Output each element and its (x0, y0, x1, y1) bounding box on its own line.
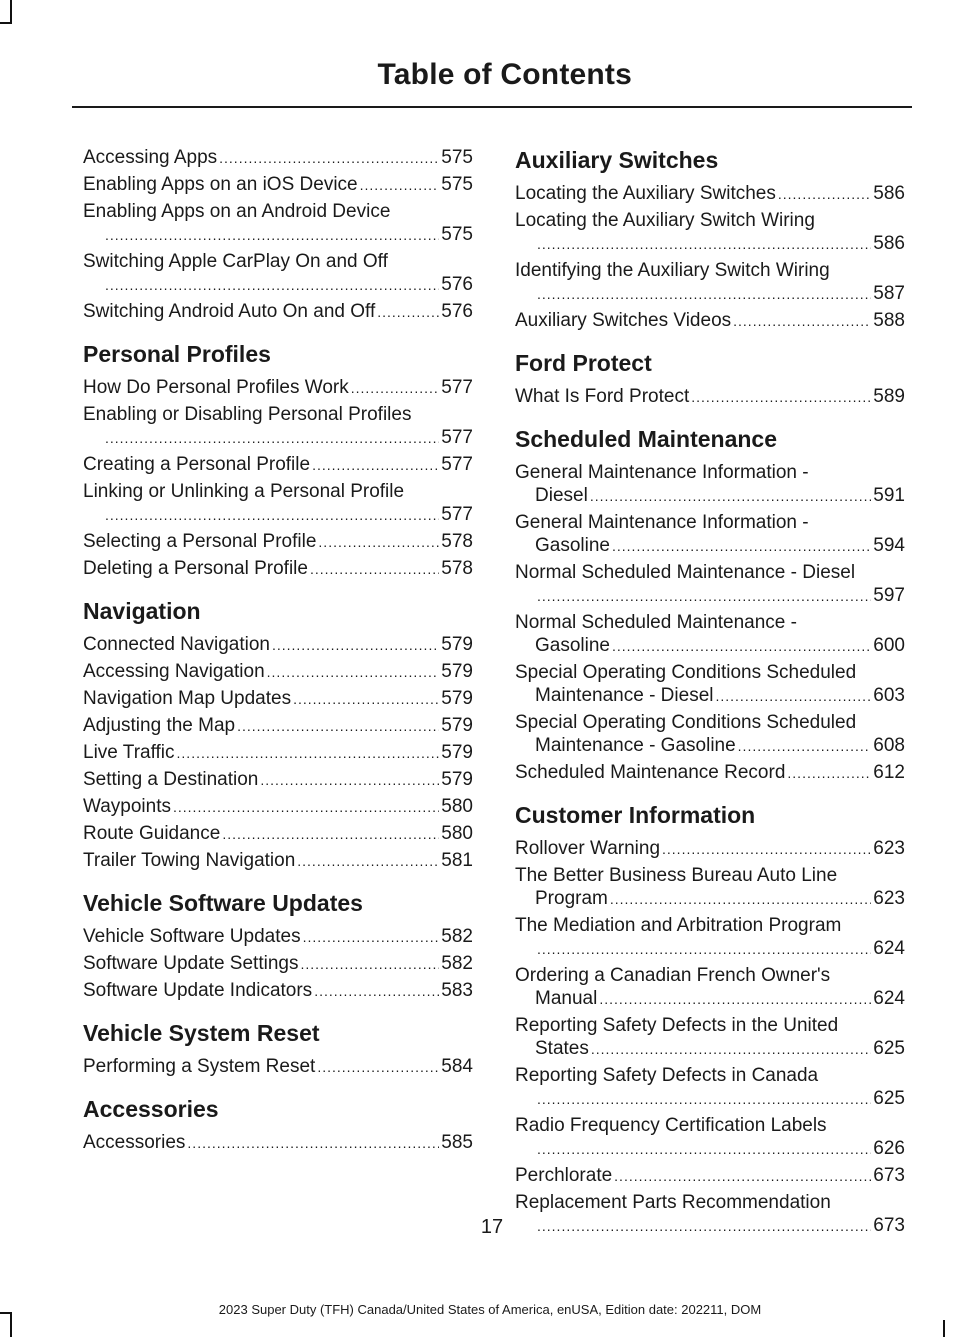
toc-entry-page: 612 (873, 762, 905, 783)
toc-entry-page: 577 (441, 427, 473, 448)
toc-entry-page: 587 (873, 283, 905, 304)
toc-entry-title: Connected Navigation (83, 634, 270, 655)
leader-dots (219, 147, 439, 170)
toc-entry-page: 626 (873, 1138, 905, 1159)
leader-dots (610, 888, 871, 911)
toc-entry[interactable] (515, 259, 905, 306)
section-heading: Scheduled Maintenance (515, 426, 778, 452)
toc-entry-page: 577 (441, 504, 473, 525)
toc-section (83, 597, 473, 873)
toc-entry-page: 575 (441, 174, 473, 195)
toc-entry-title: Normal Scheduled Maintenance - Diesel (515, 562, 856, 583)
toc-section (83, 146, 473, 324)
toc-entry[interactable] (515, 182, 905, 206)
toc-entry-page: 579 (441, 769, 473, 790)
leader-dots (738, 735, 872, 758)
toc-entry-title: Locating the Auxiliary Switches (515, 183, 776, 204)
leader-dots (293, 688, 439, 711)
toc-entry-title: Software Update Settings (83, 953, 299, 974)
toc-section (83, 1095, 473, 1155)
toc-entry[interactable] (515, 761, 905, 785)
toc-entry[interactable] (83, 979, 473, 1003)
toc-entry-title: Diesel (535, 485, 588, 506)
toc-entry-page: 580 (441, 796, 473, 817)
toc-entry-page: 623 (873, 838, 905, 859)
toc-entry-page: 578 (441, 558, 473, 579)
toc-section (515, 801, 905, 1238)
toc-entry-page: 623 (873, 888, 905, 909)
toc-entry-title: Creating a Personal Profile (83, 454, 311, 475)
toc-entry-title: Switching Apple CarPlay On and Off (83, 251, 388, 272)
section-heading: Accessories (83, 1096, 219, 1122)
toc-entry-page: 586 (873, 233, 905, 254)
toc-entry-title: Rollover Warning (515, 838, 661, 859)
toc-entry-title: The Better Business Bureau Auto Line (515, 865, 838, 886)
leader-dots (187, 1132, 439, 1155)
toc-entry-title: Accessories (83, 1132, 186, 1153)
toc-entry-title: Deleting a Personal Profile (83, 558, 308, 579)
toc-entry-page: 597 (873, 585, 905, 606)
leader-dots (310, 558, 439, 581)
left-column (83, 146, 473, 1171)
leader-dots (303, 926, 440, 949)
toc-entry-title: Special Operating Conditions Scheduled (515, 712, 857, 733)
leader-dots (173, 796, 439, 819)
toc-entry-page: 625 (873, 1088, 905, 1109)
toc-entry[interactable] (515, 661, 905, 708)
toc-entry-title: Normal Scheduled Maintenance - (515, 612, 797, 633)
toc-entry[interactable] (515, 209, 905, 256)
leader-dots (612, 535, 871, 558)
section-heading: Auxiliary Switches (515, 147, 719, 173)
leader-dots (537, 1138, 871, 1161)
toc-entry[interactable] (515, 561, 905, 608)
leader-dots (222, 823, 439, 846)
leader-dots (237, 715, 439, 738)
toc-entry-page: 575 (441, 224, 473, 245)
toc-entry-title: Vehicle Software Updates (83, 926, 301, 947)
crop-mark (0, 22, 12, 24)
toc-entry-title: Route Guidance (83, 823, 221, 844)
toc-entry-page: 576 (441, 274, 473, 295)
leader-dots (715, 685, 871, 708)
toc-entry[interactable] (83, 480, 473, 527)
toc-entry-title: General Maintenance Information - (515, 512, 809, 533)
toc-entry[interactable] (515, 864, 905, 911)
toc-entry-page: 603 (873, 685, 905, 706)
toc-entry-page: 625 (873, 1038, 905, 1059)
toc-entry-title: Trailer Towing Navigation (83, 850, 296, 871)
leader-dots (318, 531, 439, 554)
toc-entry-title: Identifying the Auxiliary Switch Wiring (515, 260, 830, 281)
toc-entry-title: Gasoline (535, 535, 610, 556)
toc-entry-title: Radio Frequency Certification Labels (515, 1115, 827, 1136)
toc-entry-page: 577 (441, 377, 473, 398)
toc-entry[interactable] (515, 1164, 905, 1188)
toc-entry-title: Ordering a Canadian French Owner's (515, 965, 831, 986)
leader-dots (778, 183, 871, 206)
toc-entry-title: Navigation Map Updates (83, 688, 292, 709)
leader-dots (351, 377, 440, 400)
toc-entry-title: Switching Android Auto On and Off (83, 301, 376, 322)
leader-dots (662, 838, 871, 861)
leader-dots (105, 274, 439, 297)
toc-entry-page: 576 (441, 301, 473, 322)
toc-entry-page: 594 (873, 535, 905, 556)
toc-entry[interactable] (83, 300, 473, 324)
toc-entry[interactable] (83, 146, 473, 170)
page-title: Table of Contents (377, 58, 632, 91)
section-heading: Customer Information (515, 802, 756, 828)
toc-entry-page: 579 (441, 688, 473, 709)
section-heading: Vehicle Software Updates (83, 890, 363, 916)
toc-entry-page: 580 (441, 823, 473, 844)
leader-dots (272, 634, 439, 657)
toc-entry-title: Live Traffic (83, 742, 175, 763)
toc-entry[interactable] (515, 1114, 905, 1161)
toc-entry-page: 579 (441, 715, 473, 736)
toc-section (83, 340, 473, 581)
section-heading: Navigation (83, 598, 201, 624)
toc-entry-title: Replacement Parts Recommendation (515, 1192, 831, 1213)
toc-entry-page: 579 (441, 742, 473, 763)
toc-entry-page: 589 (873, 386, 905, 407)
toc-entry[interactable] (83, 173, 473, 197)
toc-entry-title: Scheduled Maintenance Record (515, 762, 786, 783)
toc-entry[interactable] (83, 403, 473, 450)
header-rule (72, 106, 912, 108)
toc-entry[interactable] (515, 385, 905, 409)
toc-entry[interactable] (515, 964, 905, 1011)
leader-dots (300, 953, 439, 976)
toc-entry-page: 581 (441, 850, 473, 871)
toc-entry-page: 624 (873, 988, 905, 1009)
toc-entry[interactable] (515, 1014, 905, 1061)
toc-entry-title: Accessing Navigation (83, 661, 265, 682)
toc-entry-page: 582 (441, 953, 473, 974)
leader-dots (317, 1056, 439, 1079)
toc-entry[interactable] (83, 822, 473, 846)
toc-entry[interactable] (515, 837, 905, 861)
leader-dots (314, 980, 439, 1003)
leader-dots (537, 233, 871, 256)
toc-entry[interactable] (83, 453, 473, 477)
toc-entry-title: Linking or Unlinking a Personal Profile (83, 481, 405, 502)
leader-dots (377, 301, 439, 324)
leader-dots (297, 850, 439, 873)
leader-dots (591, 1038, 871, 1061)
leader-dots (537, 938, 871, 961)
toc-entry-page: 578 (441, 531, 473, 552)
toc-entry-page: 579 (441, 634, 473, 655)
crop-mark (943, 1320, 945, 1337)
footer-text: 2023 Super Duty (TFH) Canada/United States of America, enUSA, Edition date: 202211, DOM (218, 1302, 762, 1317)
toc-entry-page: 673 (873, 1215, 905, 1236)
toc-entry[interactable] (83, 250, 473, 297)
right-column (515, 146, 905, 1254)
toc-entry-title: Waypoints (83, 796, 171, 817)
toc-entry-title: Maintenance - Diesel (535, 685, 714, 706)
toc-entry[interactable] (83, 660, 473, 684)
toc-entry-title: Enabling Apps on an Android Device (83, 201, 391, 222)
toc-entry-page: 582 (441, 926, 473, 947)
toc-entry[interactable] (83, 849, 473, 873)
toc-entry[interactable] (83, 714, 473, 738)
toc-section (515, 146, 905, 333)
toc-entry[interactable] (83, 687, 473, 711)
toc-entry-page: 579 (441, 661, 473, 682)
toc-entry[interactable] (83, 741, 473, 765)
toc-entry-page: 624 (873, 938, 905, 959)
toc-entry-page: 588 (873, 310, 905, 331)
toc-entry-title: Selecting a Personal Profile (83, 531, 317, 552)
toc-entry-title: How Do Personal Profiles Work (83, 377, 349, 398)
section-heading: Vehicle System Reset (83, 1020, 320, 1046)
toc-entry[interactable] (83, 925, 473, 949)
toc-entry[interactable] (515, 511, 905, 558)
leader-dots (177, 742, 440, 765)
toc-entry-title: Manual (535, 988, 598, 1009)
leader-dots (537, 1088, 871, 1111)
leader-dots (312, 454, 439, 477)
page-number: 17 (480, 1216, 504, 1238)
leader-dots (590, 485, 871, 508)
section-heading: Ford Protect (515, 350, 652, 376)
toc-entry-title: Maintenance - Gasoline (535, 735, 736, 756)
toc-entry-title: Perchlorate (515, 1165, 613, 1186)
toc-entry[interactable] (83, 376, 473, 400)
toc-entry[interactable] (83, 1055, 473, 1079)
toc-entry[interactable] (515, 309, 905, 333)
toc-entry-title: Special Operating Conditions Scheduled (515, 662, 857, 683)
toc-entry-title: The Mediation and Arbitration Program (515, 915, 842, 936)
toc-entry-page: 577 (441, 454, 473, 475)
leader-dots (105, 224, 439, 247)
leader-dots (599, 988, 871, 1011)
toc-section (515, 425, 905, 785)
leader-dots (537, 585, 871, 608)
crop-mark (10, 0, 12, 22)
leader-dots (612, 635, 871, 658)
toc-entry[interactable] (83, 952, 473, 976)
toc-entry[interactable] (83, 768, 473, 792)
toc-section (83, 1019, 473, 1079)
toc-entry-page: 584 (441, 1056, 473, 1077)
leader-dots (787, 762, 871, 785)
toc-entry[interactable] (83, 1131, 473, 1155)
toc-entry-title: Performing a System Reset (83, 1056, 316, 1077)
toc-section (83, 889, 473, 1003)
leader-dots (105, 427, 439, 450)
toc-entry-title: Accessing Apps (83, 147, 218, 168)
toc-entry-title: General Maintenance Information - (515, 462, 809, 483)
toc-entry[interactable] (515, 611, 905, 658)
leader-dots (360, 174, 440, 197)
toc-entry[interactable] (83, 795, 473, 819)
toc-entry-page: 575 (441, 147, 473, 168)
toc-entry-page: 673 (873, 1165, 905, 1186)
leader-dots (614, 1165, 871, 1188)
toc-entry-title: Reporting Safety Defects in the United (515, 1015, 839, 1036)
leader-dots (260, 769, 439, 792)
toc-entry-title: Auxiliary Switches Videos (515, 310, 732, 331)
toc-entry[interactable] (83, 633, 473, 657)
section-heading: Personal Profiles (83, 341, 271, 367)
leader-dots (267, 661, 440, 684)
toc-entry-title: Reporting Safety Defects in Canada (515, 1065, 819, 1086)
toc-entry-page: 600 (873, 635, 905, 656)
toc-entry-title: Enabling Apps on an iOS Device (83, 174, 358, 195)
toc-entry[interactable] (515, 461, 905, 508)
toc-entry-title: Adjusting the Map (83, 715, 236, 736)
toc-entry-title: Software Update Indicators (83, 980, 313, 1001)
leader-dots (733, 310, 871, 333)
toc-entry[interactable] (83, 200, 473, 247)
toc-entry-title: Program (535, 888, 608, 909)
toc-entry[interactable] (83, 530, 473, 554)
toc-entry-title: Enabling or Disabling Personal Profiles (83, 404, 412, 425)
leader-dots (691, 386, 871, 409)
toc-entry[interactable] (83, 557, 473, 581)
toc-entry-page: 591 (873, 485, 905, 506)
toc-section (515, 349, 905, 409)
toc-entry-title: Locating the Auxiliary Switch Wiring (515, 210, 815, 231)
toc-entry[interactable] (515, 711, 905, 758)
toc-entry-title: What Is Ford Protect (515, 386, 690, 407)
toc-entry-page: 583 (441, 980, 473, 1001)
leader-dots (537, 283, 871, 306)
leader-dots (105, 504, 439, 527)
toc-entry-title: Gasoline (535, 635, 610, 656)
toc-entry[interactable] (515, 1064, 905, 1111)
toc-entry-page: 586 (873, 183, 905, 204)
toc-entry-title: Setting a Destination (83, 769, 259, 790)
toc-entry-page: 608 (873, 735, 905, 756)
toc-entry-title: States (535, 1038, 589, 1059)
toc-entry[interactable] (515, 914, 905, 961)
toc-entry-page: 585 (441, 1132, 473, 1153)
